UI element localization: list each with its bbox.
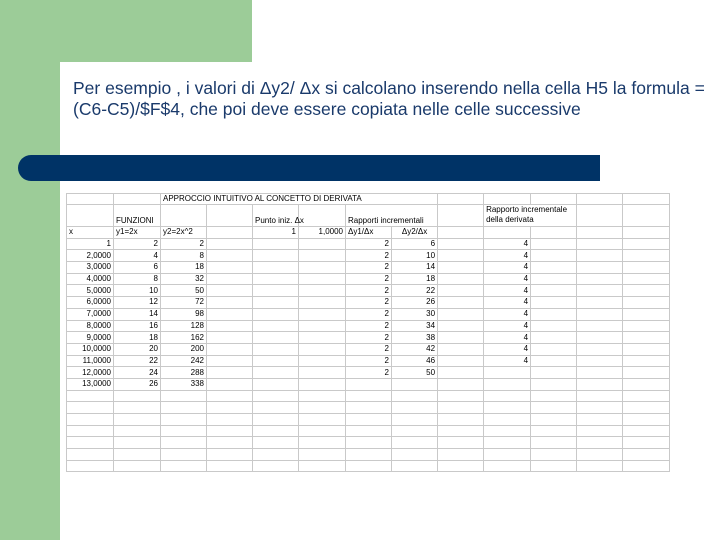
col-dy1-header: Δy1/Δx (346, 227, 392, 239)
data-cell (484, 378, 531, 390)
data-cell: 11,0000 (67, 355, 114, 367)
data-cell: 4 (484, 343, 531, 355)
data-cell: 3,0000 (67, 262, 114, 274)
data-cell: 30 (392, 308, 438, 320)
data-cell: 4 (484, 355, 531, 367)
data-cell: 2 (346, 238, 392, 250)
data-cell: 338 (161, 378, 207, 390)
data-cell: 162 (161, 332, 207, 344)
col-x-header: x (67, 227, 114, 239)
data-cell: 5,0000 (67, 285, 114, 297)
accent-strip (0, 0, 60, 540)
data-cell: 128 (161, 320, 207, 332)
data-cell: 26 (114, 378, 161, 390)
data-cell: 242 (161, 355, 207, 367)
rapporto-derivata-header: Rapporto incrementale della derivata (484, 205, 577, 227)
title-underline-bar (18, 155, 600, 181)
data-cell: 20 (114, 343, 161, 355)
col-y2-header: y2=2x^2 (161, 227, 207, 239)
data-cell: 26 (392, 297, 438, 309)
data-cell: 14 (114, 308, 161, 320)
empty-row (67, 414, 670, 426)
data-cell: 6 (114, 262, 161, 274)
data-cell: 2 (346, 308, 392, 320)
empty-row (67, 437, 670, 449)
data-cell: 2 (346, 367, 392, 379)
spreadsheet-grid (66, 193, 670, 472)
data-cell: 2 (346, 320, 392, 332)
slide-title: Per esempio , i valori di Δy2/ Δx si calcolano inserendo nella cella H5 la formula =(C6-C5)/$F$4, che poi deve essere copiata nelle celle successive (73, 78, 705, 119)
data-cell: 50 (392, 367, 438, 379)
data-cell: 10 (392, 250, 438, 262)
data-cell (346, 378, 392, 390)
data-cell: 12,0000 (67, 367, 114, 379)
table-row (67, 332, 670, 344)
data-cell: 4 (484, 308, 531, 320)
empty-row (67, 402, 670, 414)
data-cell: 6,0000 (67, 297, 114, 309)
data-cell: 34 (392, 320, 438, 332)
rapporti-header: Rapporti incrementali (346, 205, 438, 227)
data-cell: 2 (346, 250, 392, 262)
table-row (67, 320, 670, 332)
empty-row (67, 390, 670, 402)
data-cell: 50 (161, 285, 207, 297)
table-row (67, 285, 670, 297)
data-cell: 18 (161, 262, 207, 274)
data-cell: 6 (392, 238, 438, 250)
dx-value: 1,0000 (299, 227, 346, 239)
table-row (67, 297, 670, 309)
data-cell: 4 (484, 320, 531, 332)
data-cell: 22 (392, 285, 438, 297)
data-cell: 2 (346, 273, 392, 285)
table-row (67, 378, 670, 390)
data-cell: 200 (161, 343, 207, 355)
data-cell: 46 (392, 355, 438, 367)
data-cell: 8 (161, 250, 207, 262)
data-cell: 12 (114, 297, 161, 309)
data-cell: 4 (484, 238, 531, 250)
data-cell: 2 (346, 262, 392, 274)
data-cell: 2 (346, 332, 392, 344)
spreadsheet-screenshot (66, 193, 669, 475)
data-cell: 16 (114, 320, 161, 332)
banner-row (67, 194, 670, 205)
data-cell: 18 (392, 273, 438, 285)
banner-cell: APPROCCIO INTUITIVO AL CONCETTO DI DERIVATA (161, 194, 438, 205)
data-cell: 10,0000 (67, 343, 114, 355)
data-cell: 4 (114, 250, 161, 262)
col-y1-header: y1=2x (114, 227, 161, 239)
table-row (67, 355, 670, 367)
funzioni-header: FUNZIONI (114, 205, 161, 227)
table-row (67, 367, 670, 379)
data-cell: 42 (392, 343, 438, 355)
empty-row (67, 449, 670, 461)
data-cell: 4 (484, 262, 531, 274)
data-cell: 72 (161, 297, 207, 309)
data-cell: 98 (161, 308, 207, 320)
bar-body (31, 155, 600, 181)
data-cell: 2 (346, 297, 392, 309)
column-header-row (67, 227, 670, 239)
data-cell: 2 (346, 343, 392, 355)
data-cell: 7,0000 (67, 308, 114, 320)
table-row (67, 238, 670, 250)
data-cell: 9,0000 (67, 332, 114, 344)
data-cell: 10 (114, 285, 161, 297)
data-cell: 18 (114, 332, 161, 344)
empty-row (67, 460, 670, 472)
data-cell: 4 (484, 297, 531, 309)
data-cell: 4 (484, 250, 531, 262)
data-cell: 2 (346, 355, 392, 367)
table-row (67, 250, 670, 262)
table-row (67, 262, 670, 274)
group-header-row (67, 205, 670, 227)
data-cell: 2,0000 (67, 250, 114, 262)
data-cell: 24 (114, 367, 161, 379)
col-dy2-header: Δy2/Δx (392, 227, 438, 239)
data-cell: 2 (161, 238, 207, 250)
data-cell: 22 (114, 355, 161, 367)
data-cell: 4 (484, 273, 531, 285)
accent-block (60, 0, 252, 62)
data-cell: 8 (114, 273, 161, 285)
data-cell: 8,0000 (67, 320, 114, 332)
data-cell: 4 (484, 285, 531, 297)
data-cell (484, 367, 531, 379)
data-cell: 2 (114, 238, 161, 250)
data-cell: 32 (161, 273, 207, 285)
data-cell: 4 (484, 332, 531, 344)
table-row (67, 273, 670, 285)
empty-row (67, 425, 670, 437)
punto-value: 1 (253, 227, 299, 239)
data-cell: 1 (67, 238, 114, 250)
table-row (67, 343, 670, 355)
data-cell: 14 (392, 262, 438, 274)
data-cell: 4,0000 (67, 273, 114, 285)
table-row (67, 308, 670, 320)
data-cell: 38 (392, 332, 438, 344)
data-cell: 13,0000 (67, 378, 114, 390)
data-cell: 288 (161, 367, 207, 379)
punto-iniziale-header: Punto iniz. Δx (253, 205, 299, 227)
data-cell (392, 378, 438, 390)
data-cell: 2 (346, 285, 392, 297)
